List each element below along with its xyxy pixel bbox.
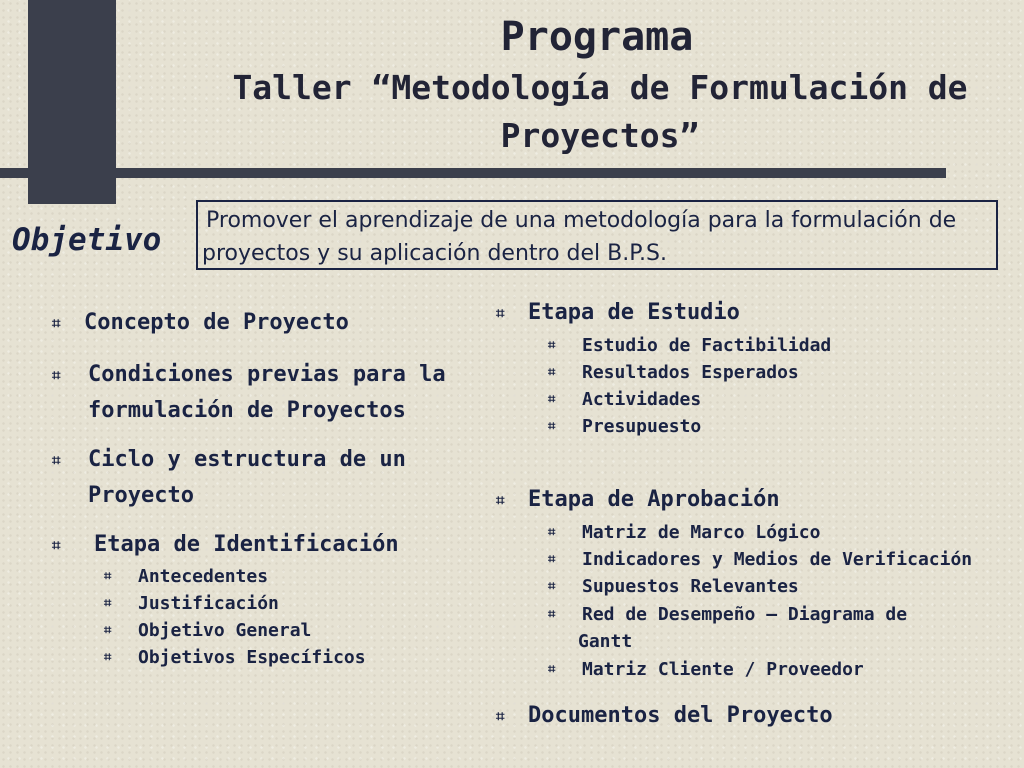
bullet-icon: ⌗ [104,569,112,584]
bullet-icon: ⌗ [548,607,556,622]
item-label: Justificación [138,593,279,614]
item-label: Presupuesto [582,416,702,437]
item-label: Ciclo y estructura de un [88,447,406,472]
item-label: Red de Desempeño – Diagrama de [582,604,908,625]
bullet-icon: ⌗ [548,338,556,353]
slide-subtitle [210,64,990,160]
item-label: Actividades [582,389,702,410]
item-label: Etapa de Estudio [528,300,740,325]
item-label: Gantt [578,631,633,652]
subtitle-line: Proyectos” [500,116,700,155]
item-label: Etapa de Aprobación [528,487,780,512]
objetivo-label: Objetivo [12,222,162,258]
item-label: Etapa de Identificación [94,532,399,557]
item-label: Matriz de Marco Lógico [582,522,821,543]
bullet-icon: ⌗ [496,304,505,322]
bullet-icon: ⌗ [548,419,556,434]
bullet-icon: ⌗ [548,392,556,407]
subtitle-line: Taller “Metodología de Formulación de [232,68,968,107]
decorative-horizontal-bar [0,168,946,178]
objetivo-text-box: Promover el aprendizaje de una metodología para la formulación de proyectos y su aplicación dentro del B.P.S. [196,200,998,270]
bullet-icon: ⌗ [548,525,556,540]
item-label: Condiciones previas para la [88,362,446,387]
bullet-icon: ⌗ [104,623,112,638]
item-label: Proyecto [88,483,194,508]
bullet-icon: ⌗ [52,366,61,384]
item-label: Antecedentes [138,566,269,587]
item-label: Matriz Cliente / Proveedor [582,659,864,680]
item-label: Indicadores y Medios de Verificación [582,549,973,570]
bullet-icon: ⌗ [496,491,505,509]
bullet-icon: ⌗ [104,650,112,665]
bullet-icon: ⌗ [52,536,61,554]
bullet-icon: ⌗ [52,451,61,469]
bullet-icon: ⌗ [548,552,556,567]
bullet-icon: ⌗ [52,314,61,332]
item-label: Estudio de Factibilidad [582,335,832,356]
bullet-icon: ⌗ [548,662,556,677]
bullet-icon: ⌗ [496,707,505,725]
bullet-icon: ⌗ [548,579,556,594]
slide-title: Programa [500,14,694,60]
item-label: Resultados Esperados [582,362,799,383]
item-label: Objetivos Específicos [138,647,366,668]
bullet-icon: ⌗ [104,596,112,611]
item-label: formulación de Proyectos [88,398,406,423]
bullet-icon: ⌗ [548,365,556,380]
item-label: Documentos del Proyecto [528,703,833,728]
item-label: Concepto de Proyecto [84,310,349,335]
item-label: Objetivo General [138,620,312,641]
item-label: Supuestos Relevantes [582,576,799,597]
